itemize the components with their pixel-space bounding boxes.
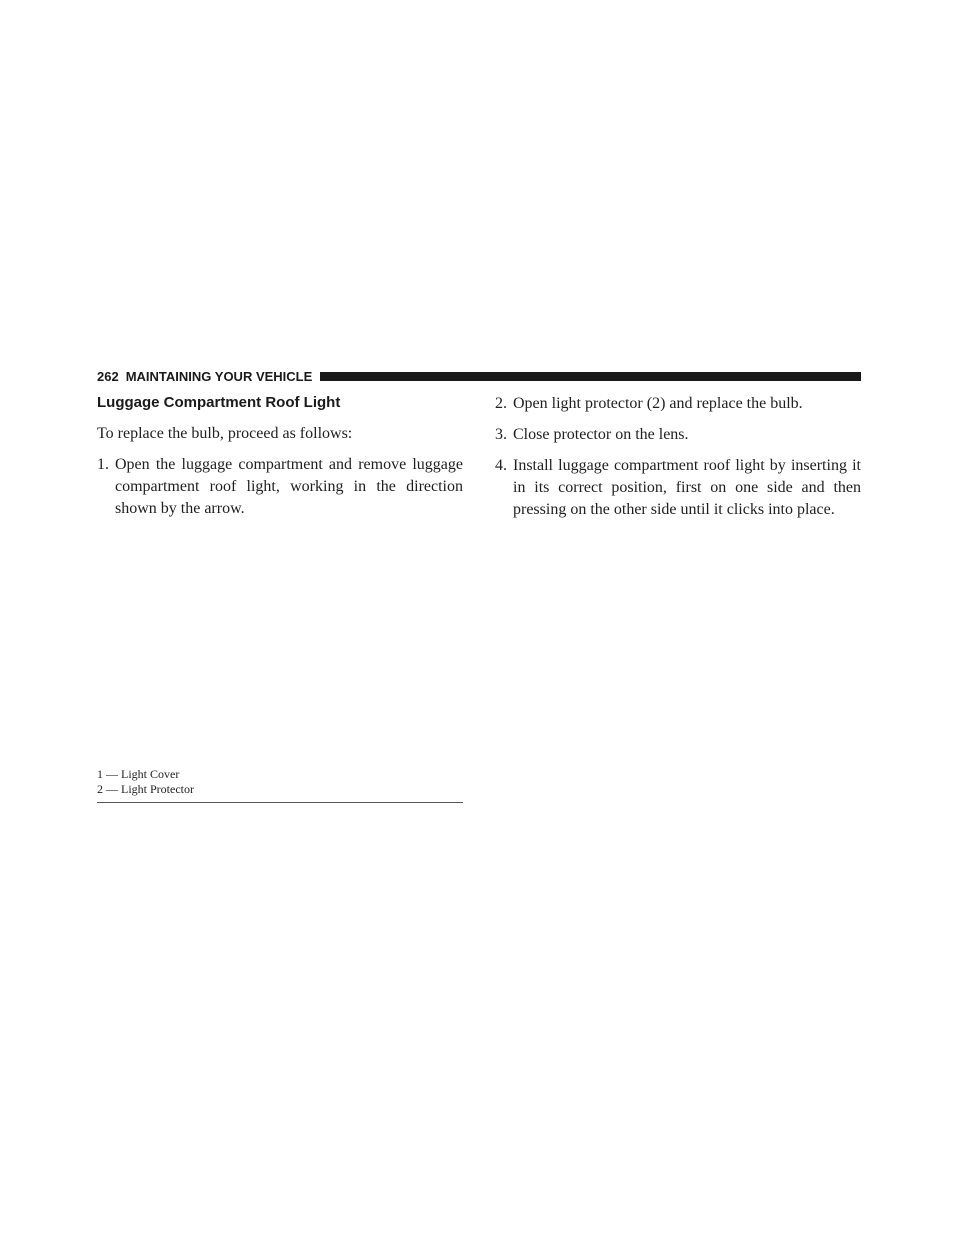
section-heading: Luggage Compartment Roof Light — [97, 394, 341, 411]
intro-text: To replace the bulb, proceed as follows: — [97, 425, 353, 442]
page-header — [97, 366, 861, 386]
step-number: 1. — [97, 456, 109, 473]
step-2 — [495, 393, 861, 415]
caption-rule — [97, 802, 463, 803]
step-3 — [495, 424, 861, 446]
step-text: Open the luggage compartment and remove luggage compartment roof light, working in the direction shown by the arrow. — [115, 456, 463, 517]
header-rule — [320, 372, 861, 381]
step-text: Close protector on the lens. — [513, 426, 689, 443]
step-number: 3. — [495, 426, 507, 443]
figure-captions — [97, 767, 463, 803]
step-text: Open light protector (2) and replace the bulb. — [513, 395, 803, 412]
caption-1: 1 — Light Cover — [97, 767, 180, 781]
caption-2: 2 — Light Protector — [97, 782, 194, 796]
step-4 — [495, 455, 861, 521]
step-number: 2. — [495, 395, 507, 412]
right-column — [495, 393, 861, 530]
step-1 — [97, 454, 463, 520]
step-number: 4. — [495, 457, 507, 474]
section-title: MAINTAINING YOUR VEHICLE — [125, 368, 313, 384]
page-number: 262 — [97, 368, 119, 384]
left-column — [97, 393, 463, 529]
step-text: Install luggage compartment roof light by inserting it in its correct position, first on one side and then pressing on the other side until it clicks into place. — [513, 457, 861, 518]
